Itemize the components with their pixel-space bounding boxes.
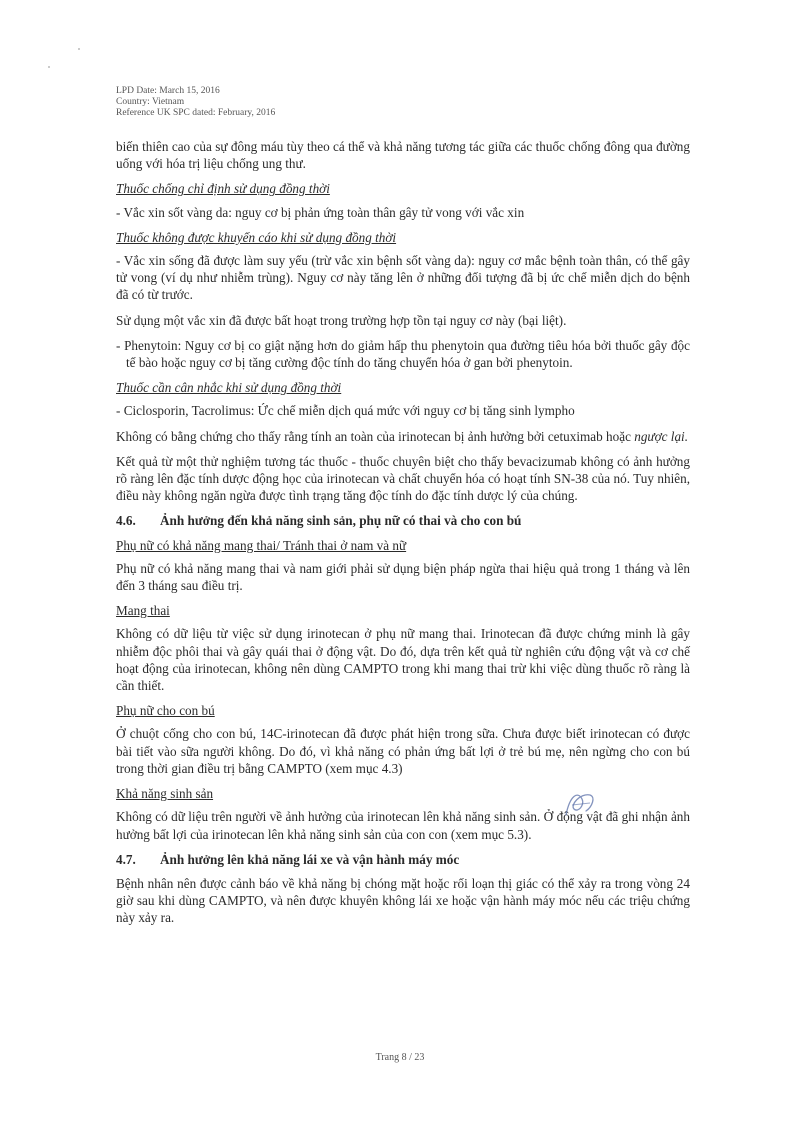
header-reference: Reference UK SPC dated: February, 2016 [116,108,276,118]
scan-speck [48,66,50,68]
paragraph-inactivated-vaccine: Sử dụng một vắc xin đã được bất hoạt trong trường hợp tồn tại nguy cơ này (bại liệt). [116,312,567,328]
paragraph-fertility: Không có dữ liệu trên người về ảnh hưởng của irinotecan lên khả năng sinh sản. Ở động vật đã ghi nhận ảnh hưởng bất lợi của irinotecan lên khả năng sinh sản của con con (xem mục 5.3). [116,809,690,842]
section-number: 4.7. [116,851,136,867]
section-title: Ảnh hưởng lên khả năng lái xe và vận hành máy móc [160,851,460,867]
cetuximab-italic: ngược lại. [634,428,689,444]
header-country: Country: Vietnam [116,97,185,107]
paragraph-yellow-fever: - Vắc xin sốt vàng da: nguy cơ bị phản ứng toàn thân gây tử vong với vắc xin [116,204,525,220]
section-heading-4-7 [116,851,690,868]
subheading-breastfeeding: Phụ nữ cho con bú [116,703,215,719]
section-heading-4-6 [116,512,690,529]
subheading-consider: Thuốc cần cân nhắc khi sử dụng đồng thời [116,380,342,396]
subheading-not-recommended: Thuốc không được khuyến cáo khi sử dụng đồng thời [116,229,397,245]
paragraph-phenytoin: - Phenytoin: Nguy cơ bị co giật nặng hơn do giảm hấp thu phenytoin qua đường tiêu hóa bởi thuốc gây độc tế bào hoặc nguy cơ bị tăng cường độc tính do tăng chuyển hóa ở gan bởi phenytoin. [116,337,690,371]
paragraph-cetuximab [116,428,690,445]
page-number: Trang 8 / 23 [375,1052,425,1063]
scan-speck [78,48,80,50]
paragraph-driving: Bệnh nhân nên được cảnh báo về khả năng bị chóng mặt hoặc rối loạn thị giác có thể xảy ra trong vòng 24 giờ sau khi dùng CAMPTO, và nên được khuyên không lái xe hoặc vận hành máy móc nếu các triệu chứng này xảy ra. [116,875,690,926]
subheading-pregnancy: Mang thai [116,603,170,619]
paragraph-contraception: Phụ nữ có khả năng mang thai và nam giới phải sử dụng biện pháp ngừa thai hiệu quả trong 1 tháng và lên đến 3 tháng sau điều trị. [116,560,690,594]
signature-initials-mark [560,785,600,825]
document-body [116,138,690,935]
paragraph-bevacizumab: Kết quả từ một thử nghiệm tương tác thuốc - thuốc chuyên biệt cho thấy bevacizumab không có ảnh hưởng rõ ràng lên đặc tính dược động học của irinotecan và chất chuyển hóa có hoạt tính SN-38 của nó. Tuy nhiên, điều này không ngăn ngừa được tình trạng tăng độc tính do đặc tính dược lý của chúng. [116,453,690,504]
paragraph-pregnancy: Không có dữ liệu từ việc sử dụng irinotecan ở phụ nữ mang thai. Irinotecan đã được chứng minh là gây nhiễm độc phôi thai và gây quái thai ở động vật. Do đó, dựa trên kết quả từ nghiên cứu động vật và cơ chế hoạt động của irinotecan, không nên dùng CAMPTO trong khi mang thai trừ khi việc dùng thuốc rõ ràng là cần thiết. [116,626,690,694]
cetuximab-text: Không có bằng chứng cho thấy rằng tính an toàn của irinotecan bị ảnh hưởng bởi cetuximab hoặc [116,428,635,444]
document-header [116,86,275,119]
paragraph-intro: biến thiên cao của sự đông máu tùy theo cá thể và khả năng tương tác giữa các thuốc chống đông qua đường uống với hóa trị liệu chống ung thư. [116,139,690,172]
paragraph-live-vaccine: - Vắc xin sống đã được làm suy yếu (trừ vắc xin bệnh sốt vàng da): nguy cơ mắc bệnh toàn thân, có thể gây tử vong (ví dụ như nhiễm trùng). Nguy cơ này tăng lên ở những đối tượng đã bị ức chế miễn dịch do bệnh đã có từ trước. [116,253,690,303]
subheading-contraception: Phụ nữ có khả năng mang thai/ Tránh thai ở nam và nữ [116,537,407,553]
paragraph-breastfeeding: Ở chuột cống cho con bú, 14C-irinotecan đã được phát hiện trong sữa. Chưa được biết irinotecan có được bài tiết vào sữa người không. Do đó, vì khả năng có phản ứng bất lợi ở trẻ bú mẹ, nên ngừng cho con bú trong thời gian điều trị bằng CAMPTO (xem mục 4.3) [116,726,690,776]
section-number: 4.6. [116,513,136,529]
header-lpd-date: LPD Date: March 15, 2016 [116,86,220,96]
subheading-fertility: Khả năng sinh sản [116,786,214,802]
paragraph-ciclosporin: - Ciclosporin, Tacrolimus: Ức chế miễn dịch quá mức với nguy cơ bị tăng sinh lympho [116,403,575,419]
section-title: Ảnh hưởng đến khả năng sinh sản, phụ nữ có thai và cho con bú [160,513,522,529]
subheading-contraindicated: Thuốc chống chỉ định sử dụng đồng thời [116,181,330,197]
